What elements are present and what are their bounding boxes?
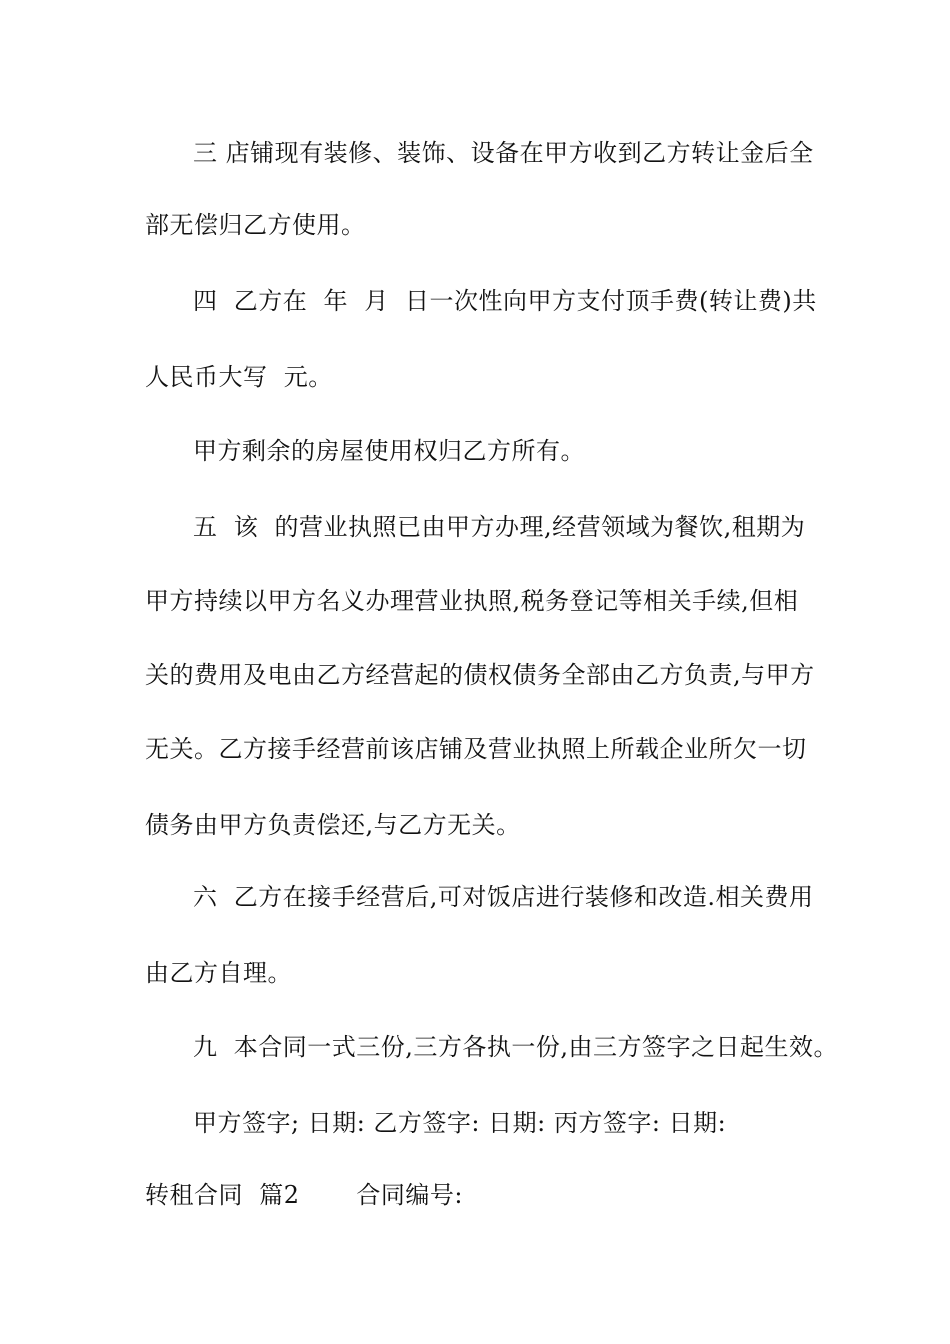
clause-9-line-1: 九 本合同一式三份,三方各执一份,由三方签字之日起生效。	[193, 1033, 839, 1061]
clause-5-line-1: 五 该 的营业执照已由甲方办理,经营领域为餐饮,租期为	[193, 513, 806, 541]
clause-6-line-1: 六 乙方在接手经营后,可对饭店进行装修和改造.相关费用	[193, 883, 814, 911]
clause-4-line-2: 人民币大写 元。	[145, 363, 333, 391]
clause-5-line-5: 债务由甲方负责偿还,与乙方无关。	[145, 811, 521, 839]
clause-6-line-2: 由乙方自理。	[145, 959, 292, 987]
clause-4-line-3: 甲方剩余的房屋使用权归乙方所有。	[193, 437, 585, 465]
clause-5-line-2: 甲方持续以甲方名义办理营业执照,税务登记等相关手续,但相	[145, 587, 799, 615]
signature-line: 甲方签字; 日期: 乙方签字: 日期: 丙方签字: 日期:	[193, 1109, 727, 1137]
clause-3-line-1: 三 店铺现有装修、装饰、设备在甲方收到乙方转让金后全	[193, 139, 814, 167]
clause-5-line-3: 关的费用及电由乙方经营起的债权债务全部由乙方负责,与甲方	[145, 661, 815, 689]
contract-heading: 转租合同 篇2 合同编号:	[145, 1181, 464, 1209]
clause-3-line-2: 部无偿归乙方使用。	[145, 211, 366, 239]
clause-5-line-4: 无关。乙方接手经营前该店铺及营业执照上所载企业所欠一切	[145, 735, 807, 763]
clause-4-line-1: 四 乙方在 年 月 日一次性向甲方支付顶手费(转让费)共	[193, 287, 817, 315]
